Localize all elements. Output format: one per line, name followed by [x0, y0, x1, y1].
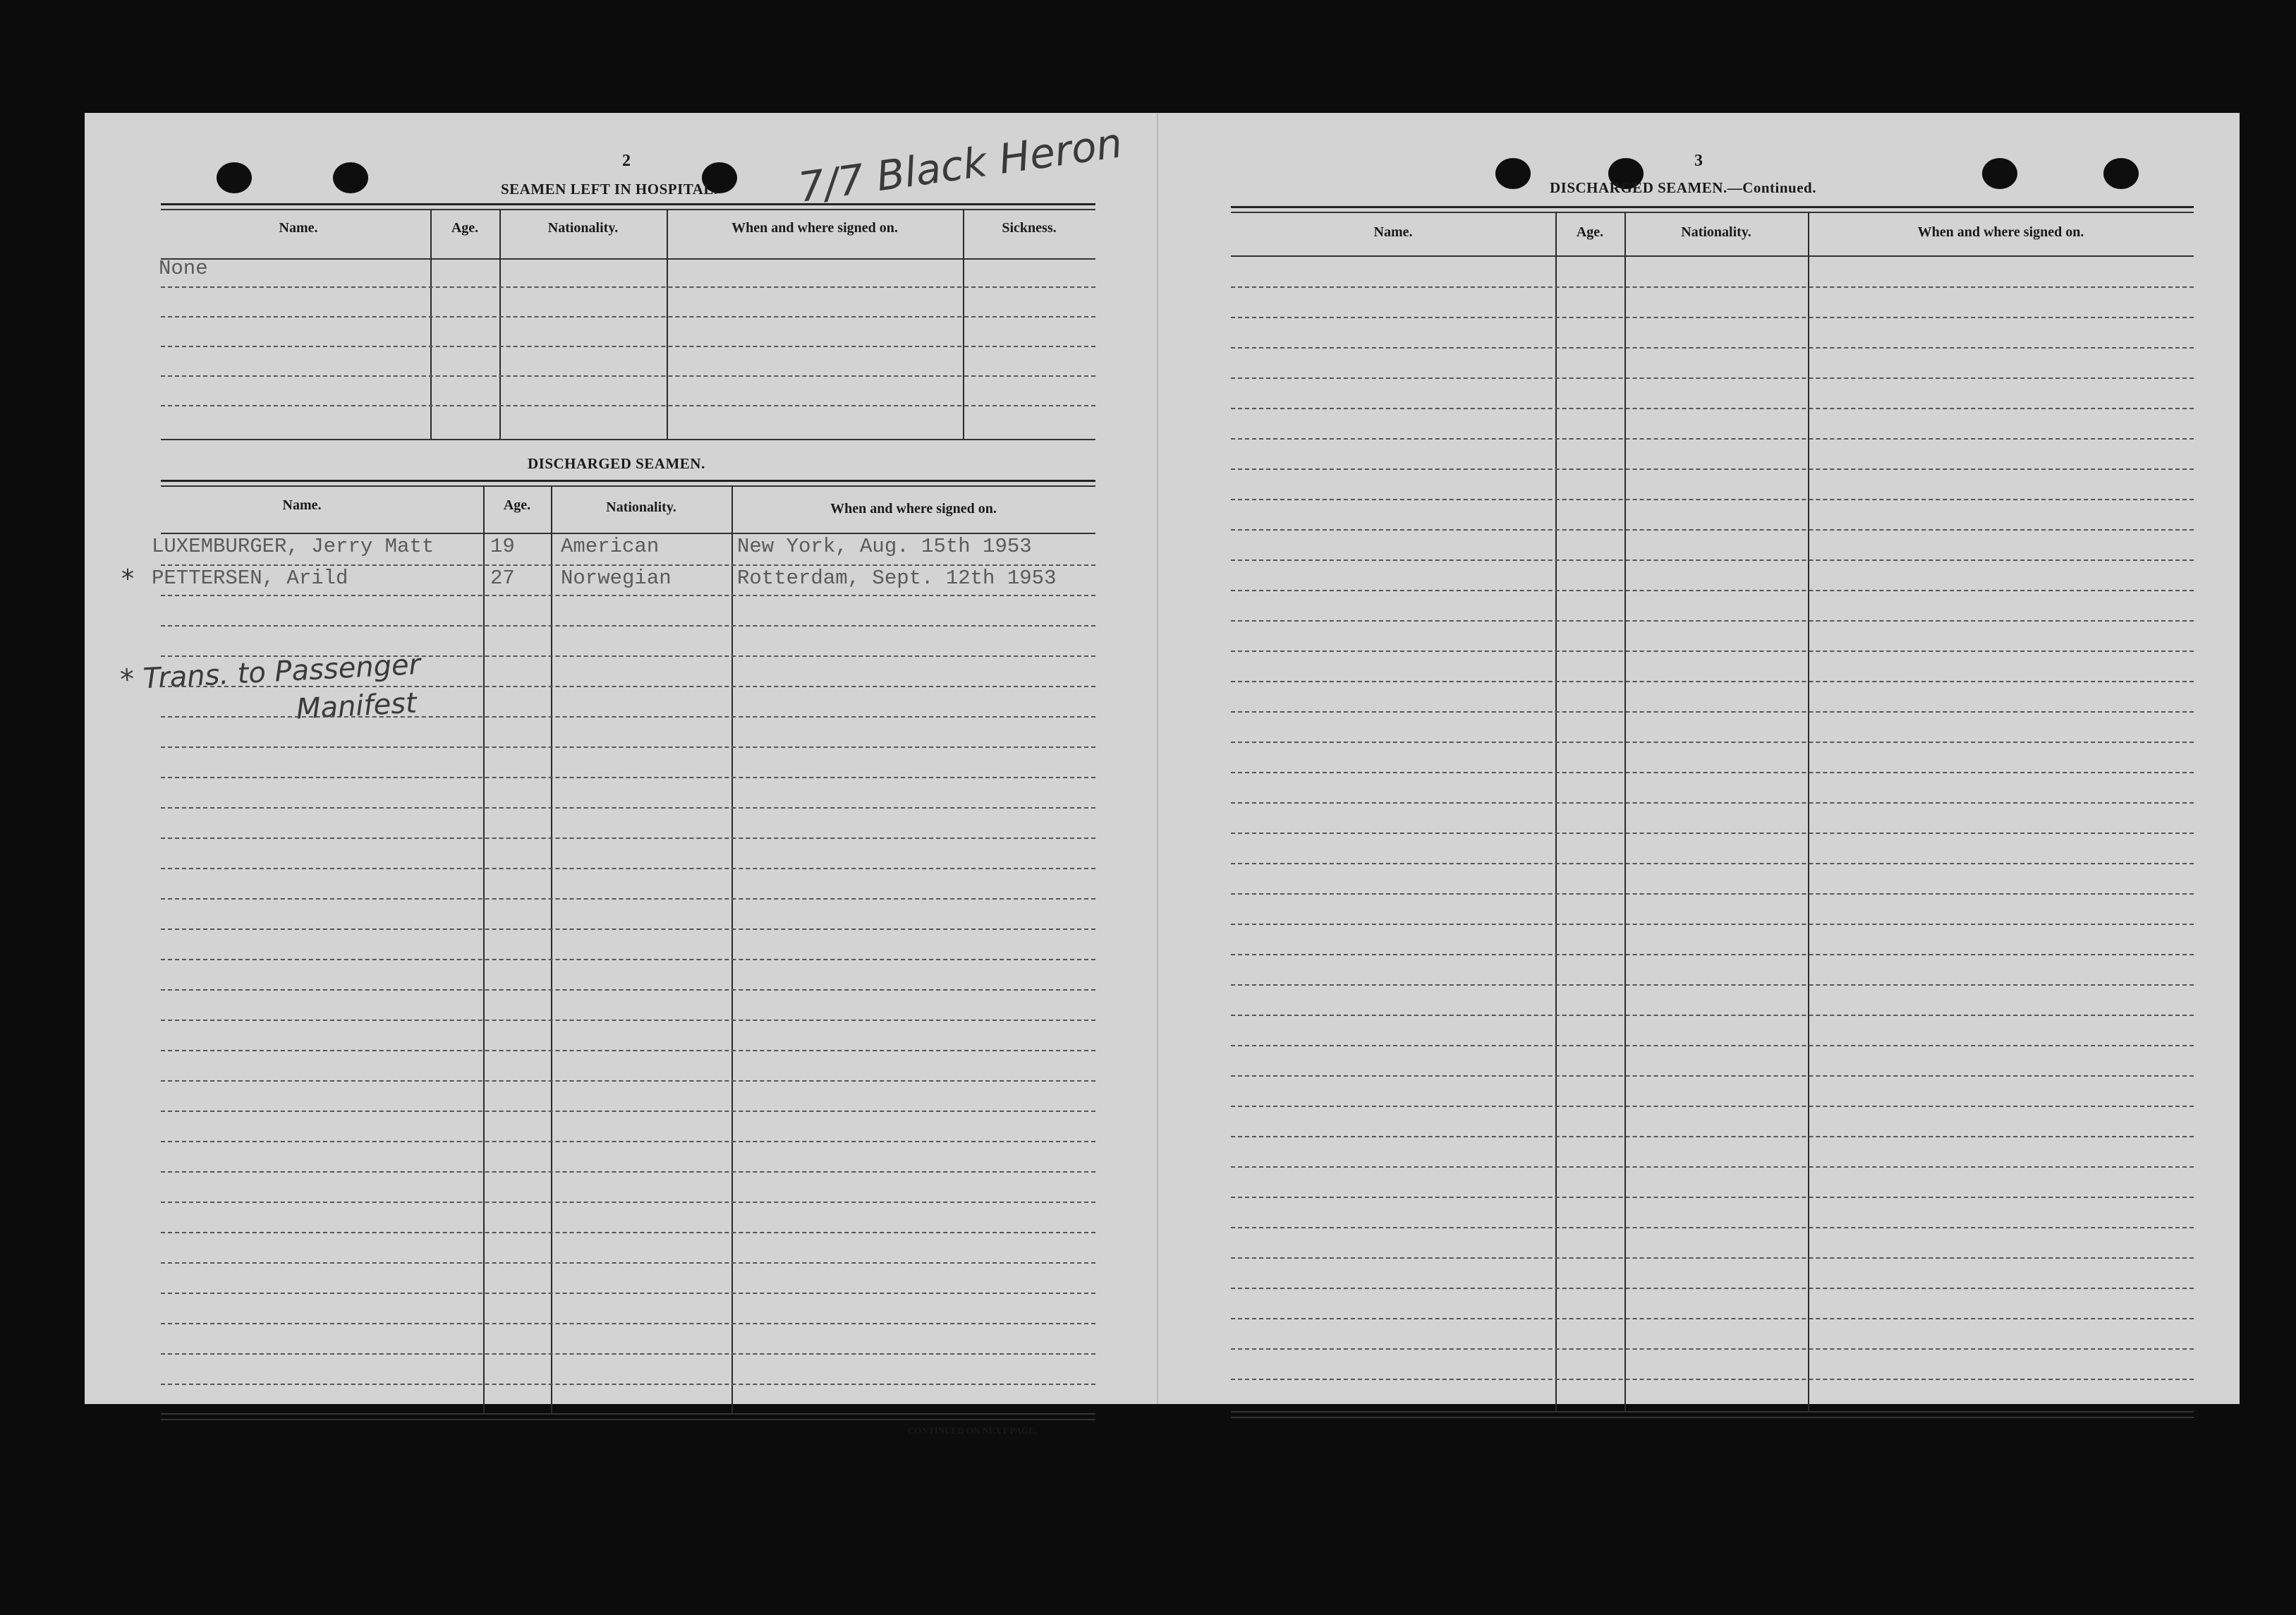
col-header-nationality: Nationality.: [547, 220, 619, 236]
rule: [1231, 212, 2194, 213]
dotted-line: [161, 929, 1095, 930]
dotted-line: [161, 564, 1095, 566]
rule: [1231, 255, 2194, 257]
dotted-line: [1231, 1166, 2194, 1168]
dotted-line: [1231, 1379, 2194, 1380]
dotted-line: [161, 686, 1095, 687]
dotted-line: [1231, 1348, 2194, 1350]
dotted-line: [1231, 833, 2194, 834]
dotted-line: [161, 1262, 1095, 1264]
dotted-line: [1231, 863, 2194, 864]
punch-hole: [1495, 158, 1531, 189]
dotted-line: [1231, 286, 2194, 288]
dotted-line: [161, 1323, 1095, 1324]
dotted-line: [161, 286, 1095, 288]
col-header-age: Age.: [451, 220, 479, 236]
hospital-section-title: SEAMEN LEFT IN HOSPITAL.: [501, 181, 718, 198]
col-header-signed-on: When and where signed on.: [830, 501, 997, 516]
dotted-line: [1231, 711, 2194, 713]
punch-hole: [333, 162, 368, 193]
dotted-line: [161, 1171, 1095, 1173]
dotted-line: [1231, 438, 2194, 440]
column-divider: [1555, 212, 1557, 1411]
dotted-line: [1231, 620, 2194, 622]
col-header-nationality: Nationality.: [1681, 224, 1751, 240]
seaman-nationality: Norwegian: [561, 567, 672, 590]
dotted-line: [161, 375, 1095, 377]
dotted-line: [1231, 1015, 2194, 1016]
rule: [161, 1419, 1095, 1420]
dotted-line: [1231, 1197, 2194, 1198]
dotted-line: [1231, 681, 2194, 682]
dotted-line: [1231, 317, 2194, 318]
column-divider: [1808, 212, 1809, 1411]
seaman-age: 27: [490, 567, 515, 590]
handwritten-vessel-note: 7/7 Black Heron: [795, 119, 1126, 212]
dotted-line: [161, 807, 1095, 809]
dotted-line: [1231, 802, 2194, 804]
dotted-line: [1231, 347, 2194, 349]
seaman-age: 19: [490, 535, 515, 558]
dotted-line: [161, 655, 1095, 657]
page-fold: [1157, 113, 1158, 1404]
dotted-line: [161, 777, 1095, 778]
dotted-line: [161, 405, 1095, 406]
rule: [161, 209, 1095, 210]
dotted-line: [161, 746, 1095, 748]
punch-hole: [1982, 158, 2017, 189]
rule: [161, 485, 1095, 487]
dotted-line: [161, 346, 1095, 347]
dotted-line: [161, 1353, 1095, 1355]
rule: [161, 439, 1095, 440]
manifest-sheet: [85, 113, 2240, 1436]
col-header-sickness: Sickness.: [1002, 220, 1057, 236]
dotted-line: [161, 1384, 1095, 1385]
rule: [1231, 1417, 2194, 1418]
dotted-line: [1231, 1227, 2194, 1228]
column-divider: [1624, 212, 1626, 1411]
rule: [161, 258, 1095, 260]
dotted-line: [161, 1232, 1095, 1233]
dotted-line: [1231, 499, 2194, 500]
dotted-line: [161, 1080, 1095, 1082]
discharged-continued-title: DISCHARGED SEAMEN.—Continued.: [1550, 179, 1816, 196]
seaman-nationality: American: [561, 535, 660, 558]
dotted-line: [161, 868, 1095, 869]
dotted-line: [1231, 559, 2194, 561]
dotted-line: [1231, 408, 2194, 409]
dotted-line: [1231, 1045, 2194, 1046]
dotted-line: [161, 837, 1095, 839]
dotted-line: [161, 898, 1095, 900]
handwritten-transfer-note: Manifest: [295, 686, 418, 726]
col-header-signed-on: When and where signed on.: [1917, 224, 2084, 240]
dotted-line: [161, 716, 1095, 718]
col-header-age: Age.: [1576, 224, 1604, 240]
dotted-line: [1231, 1106, 2194, 1107]
dotted-line: [161, 595, 1095, 596]
dotted-line: [1231, 651, 2194, 652]
dotted-line: [1231, 1075, 2194, 1077]
rule: [161, 203, 1095, 205]
dotted-line: [161, 1050, 1095, 1051]
page-number: 3: [1694, 152, 1703, 170]
punch-hole: [2103, 158, 2139, 189]
rule: [1231, 206, 2194, 208]
col-header-name: Name.: [279, 220, 318, 236]
discharged-section-title: DISCHARGED SEAMEN.: [528, 455, 705, 472]
page-number: 2: [622, 152, 631, 170]
dotted-line: [1231, 924, 2194, 925]
dotted-line: [161, 625, 1095, 627]
dotted-line: [161, 1141, 1095, 1142]
dotted-line: [1231, 954, 2194, 955]
dotted-line: [161, 316, 1095, 317]
dotted-line: [1231, 590, 2194, 591]
seaman-name: LUXEMBURGER, Jerry Matt: [152, 535, 435, 558]
dotted-line: [1231, 893, 2194, 895]
handwritten-transfer-note: * Trans. to Passenger: [119, 648, 422, 697]
dotted-line: [161, 1293, 1095, 1294]
hospital-entry: None: [159, 257, 208, 280]
asterisk-mark: *: [121, 564, 134, 593]
col-header-nationality: Nationality.: [606, 500, 676, 515]
rule: [161, 1413, 1095, 1415]
col-header-name: Name.: [1373, 224, 1413, 240]
dotted-line: [1231, 772, 2194, 773]
seaman-signed-on: New York, Aug. 15th 1953: [737, 535, 1032, 558]
col-header-name: Name.: [282, 497, 322, 513]
dotted-line: [161, 959, 1095, 960]
rule: [161, 480, 1095, 482]
dotted-line: [1231, 529, 2194, 531]
dotted-line: [1231, 1257, 2194, 1259]
col-header-age: Age.: [503, 497, 531, 513]
dotted-line: [1231, 1288, 2194, 1289]
dotted-line: [161, 989, 1095, 991]
punch-hole: [217, 162, 252, 193]
dotted-line: [161, 1020, 1095, 1021]
seaman-name: PETTERSEN, Arild: [152, 567, 348, 590]
dotted-line: [1231, 742, 2194, 743]
dotted-line: [161, 1202, 1095, 1203]
continued-footer: CONTINUED ON NEXT PAGE.: [908, 1425, 1037, 1436]
rule: [1231, 1411, 2194, 1413]
rule: [161, 533, 1095, 534]
dotted-line: [1231, 468, 2194, 470]
col-header-signed-on: When and where signed on.: [731, 220, 898, 236]
seaman-signed-on: Rotterdam, Sept. 12th 1953: [737, 567, 1057, 590]
dotted-line: [1231, 377, 2194, 379]
dotted-line: [161, 1111, 1095, 1112]
dotted-line: [1231, 984, 2194, 986]
dotted-line: [1231, 1318, 2194, 1319]
dotted-line: [1231, 1136, 2194, 1137]
